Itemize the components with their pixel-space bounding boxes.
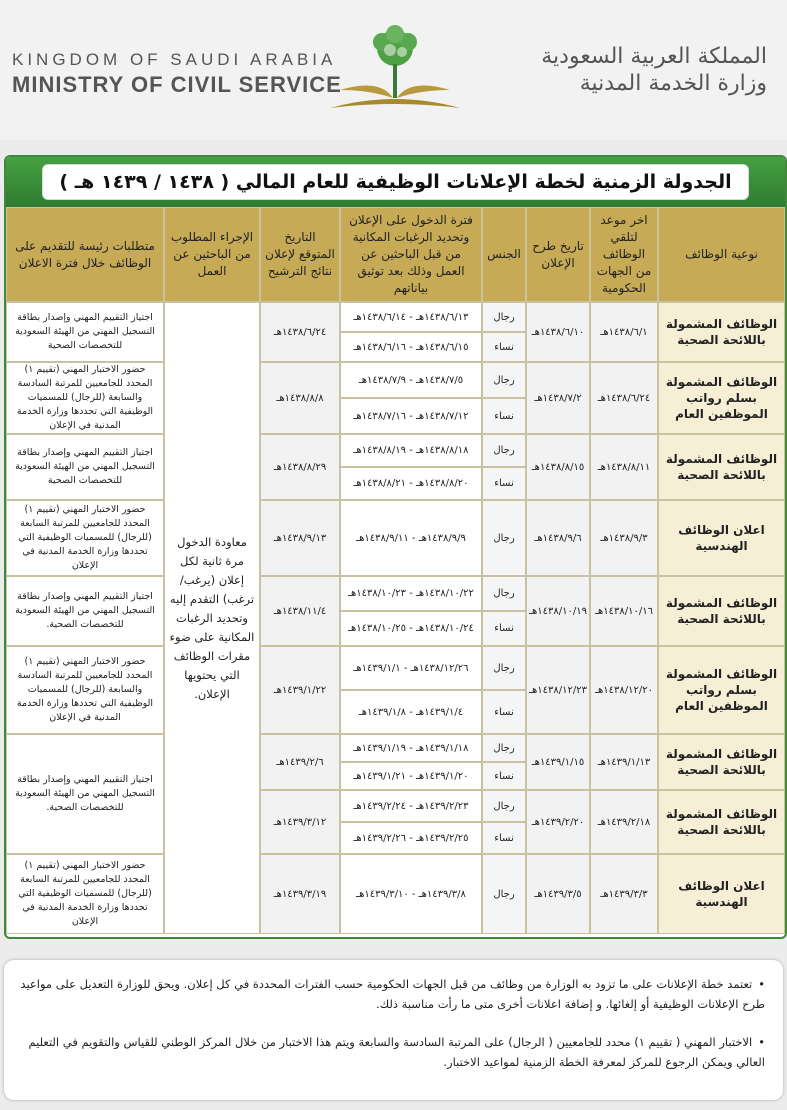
entry-period-cell: ١٤٣٩/١/٤هـ - ١٤٣٩/١/٨هـ <box>340 690 482 734</box>
gender-cell: رجال <box>482 362 526 398</box>
job-type-cell: اعلان الوظائف الهندسية <box>658 500 785 576</box>
announce-date-cell: ١٤٣٩/٣/٥هـ <box>526 854 590 934</box>
entry-period-cell: ١٤٣٨/٧/٥هـ - ١٤٣٨/٧/٩هـ <box>340 362 482 398</box>
bullet-icon: • <box>758 1035 765 1049</box>
entry-period-cell: ١٤٣٨/٩/٩هـ - ١٤٣٨/٩/١١هـ <box>340 500 482 576</box>
arabic-title-line1: المملكة العربية السعودية <box>541 44 767 69</box>
announce-date-cell: ١٤٣٨/٧/٢هـ <box>526 362 590 434</box>
header-last-receive: اخر موعد لتلقي الوظائف من الجهات الحكومية <box>590 207 658 302</box>
last-receive-cell: ١٤٣٨/١٠/١٦هـ <box>590 576 658 646</box>
results-date-cell: ١٤٣٨/٨/٨هـ <box>260 362 340 434</box>
notes-box <box>4 960 783 1100</box>
english-title-line2: MINISTRY OF CIVIL SERVICE <box>12 72 342 97</box>
job-type-cell: الوظائف المشمولة بسلم رواتب الموظفين العام <box>658 362 785 434</box>
job-type-cell: الوظائف المشمولة بسلم رواتب الموظفين العام <box>658 646 785 734</box>
announce-date-cell: ١٤٣٨/١٠/١٩هـ <box>526 576 590 646</box>
announce-date-cell: ١٤٣٨/٩/٦هـ <box>526 500 590 576</box>
results-date-cell: ١٤٣٨/٦/٢٤هـ <box>260 302 340 362</box>
gender-cell: رجال <box>482 434 526 467</box>
announce-date-cell: ١٤٣٩/٢/٢٠هـ <box>526 790 590 854</box>
entry-period-cell: ١٤٣٩/٢/٢٣هـ - ١٤٣٩/٢/٢٤هـ <box>340 790 482 822</box>
note-item-2 <box>20 1032 765 1072</box>
results-date-cell: ١٤٣٩/٣/١٩هـ <box>260 854 340 934</box>
entry-period-cell: ١٤٣٨/٦/١٥هـ - ١٤٣٨/٦/١٦هـ <box>340 332 482 362</box>
schedule-table <box>6 207 785 935</box>
note-text-2: الاختبار المهني ( تقييم ١) محدد للجامعيين ( الرجال) على المرتبة السادسة والسابعة ويتم هذا الاختبار من خلال المركز الوطني للقياس والتقويم في التعليم العالي ويمكن الرجوع للمركز لمعرفة الخطة الزمنية لمواعيد الاختبار. <box>28 1035 765 1069</box>
entry-period-cell: ١٤٣٨/٧/١٢هـ - ١٤٣٨/٧/١٦هـ <box>340 398 482 434</box>
requirement-cell: اجتياز التقييم المهني وإصدار بطاقة التسجيل المهني من الهيئة السعودية للتخصصات الصحية <box>6 434 164 500</box>
job-type-cell: الوظائف المشمولة باللائحة الصحية <box>658 790 785 854</box>
gender-cell: نساء <box>482 690 526 734</box>
requirement-cell: حضور الاختبار المهني (تقييم ١) المحدد للجامعيين للمرتبة السابعة (للرجال) للمسميات الوظيفية التي تحددها وزارة الخدمة المدنية في الإعلان <box>6 854 164 934</box>
job-type-cell: اعلان الوظائف الهندسية <box>658 854 785 934</box>
gender-cell: نساء <box>482 762 526 790</box>
announce-date-cell: ١٤٣٨/٦/١٠هـ <box>526 302 590 362</box>
job-type-cell: الوظائف المشمولة باللائحة الصحية <box>658 302 785 362</box>
gender-cell: رجال <box>482 790 526 822</box>
last-receive-cell: ١٤٣٩/٢/١٨هـ <box>590 790 658 854</box>
header-job-type: نوعية الوظائف <box>658 207 785 302</box>
gender-cell: نساء <box>482 398 526 434</box>
last-receive-cell: ١٤٣٨/٦/١هـ <box>590 302 658 362</box>
gender-cell: رجال <box>482 302 526 332</box>
last-receive-cell: ١٤٣٨/٩/٣هـ <box>590 500 658 576</box>
announce-date-cell: ١٤٣٨/١٢/٢٣هـ <box>526 646 590 734</box>
english-title <box>12 50 342 98</box>
entry-period-cell: ١٤٣٨/٨/١٨هـ - ١٤٣٨/٨/١٩هـ <box>340 434 482 467</box>
results-date-cell: ١٤٣٨/٩/١٣هـ <box>260 500 340 576</box>
requirement-cell: اجتياز التقييم المهني وإصدار بطاقة التسجيل المهني من الهيئة السعودية للتخصصات الصحية. <box>6 576 164 646</box>
gender-cell: رجال <box>482 734 526 762</box>
job-type-cell: الوظائف المشمولة باللائحة الصحية <box>658 434 785 500</box>
requirement-cell: اجتياز التقييم المهني وإصدار بطاقة التسجيل المهني من الهيئة السعودية للتخصصات الصحية <box>6 302 164 362</box>
results-date-cell: ١٤٣٩/١/٢٢هـ <box>260 646 340 734</box>
arabic-title <box>541 44 767 96</box>
schedule-panel <box>4 155 787 939</box>
gender-cell: نساء <box>482 467 526 500</box>
note-item-1 <box>20 974 765 1014</box>
last-receive-cell: ١٤٣٩/١/١٣هـ <box>590 734 658 790</box>
gender-cell: رجال <box>482 854 526 934</box>
gender-cell: رجال <box>482 500 526 576</box>
gender-cell: رجال <box>482 646 526 690</box>
entry-period-cell: ١٤٣٨/٦/١٣هـ - ١٤٣٨/٦/١٤هـ <box>340 302 482 332</box>
results-date-cell: ١٤٣٩/٢/٦هـ <box>260 734 340 790</box>
schedule-banner <box>6 157 785 207</box>
job-type-cell: الوظائف المشمولة باللائحة الصحية <box>658 734 785 790</box>
action-cell: معاودة الدخول مرة ثانية لكل إعلان (يرغب/ ترغب) التقدم إليه وتحديد الرغبات المكانية على ضوء مقرات الوظائف التي يحتويها الإعلان. <box>164 302 260 934</box>
last-receive-cell: ١٤٣٨/٦/٢٤هـ <box>590 362 658 434</box>
entry-period-cell: ١٤٣٩/١/١٨هـ - ١٤٣٩/١/١٩هـ <box>340 734 482 762</box>
header-announce-date: تاريخ طرح الإعلان <box>526 207 590 302</box>
entry-period-cell: ١٤٣٩/١/٢٠هـ - ١٤٣٩/١/٢١هـ <box>340 762 482 790</box>
requirement-cell: حضور الاختبار المهني (تقييم ١) المحدد للجامعيين للمرتبة السادسة والسابعة (للرجال) للمسميات الوظيفية التي تحددها وزارة الخدمة المدنية في الإعلان <box>6 646 164 734</box>
entry-period-cell: ١٤٣٨/١٢/٢٦هـ - ١٤٣٩/١/١هـ <box>340 646 482 690</box>
job-type-cell: الوظائف المشمولة باللائحة الصحية <box>658 576 785 646</box>
last-receive-cell: ١٤٣٨/٨/١١هـ <box>590 434 658 500</box>
gender-cell: نساء <box>482 822 526 854</box>
last-receive-cell: ١٤٣٨/١٢/٢٠هـ <box>590 646 658 734</box>
announce-date-cell: ١٤٣٩/١/١٥هـ <box>526 734 590 790</box>
entry-period-cell: ١٤٣٩/٣/٨هـ - ١٤٣٩/٣/١٠هـ <box>340 854 482 934</box>
page-header <box>0 0 787 140</box>
header-entry-period: فترة الدخول على الإعلان وتحديد الرغبات المكانية من قبل الباحثين عن العمل وذلك بعد توثيق بياناتهم <box>340 207 482 302</box>
entry-period-cell: ١٤٣٨/٨/٢٠هـ - ١٤٣٨/٨/٢١هـ <box>340 467 482 500</box>
header-gender: الجنس <box>482 207 526 302</box>
arabic-title-line2: وزارة الخدمة المدنية <box>579 71 767 96</box>
schedule-title: الجدولة الزمنية لخطة الإعلانات الوظيفية للعام المالي ( ١٤٣٨ / ١٤٣٩ هـ ) <box>42 164 748 200</box>
requirement-cell: اجتياز التقييم المهني وإصدار بطاقة التسجيل المهني من الهيئة السعودية للتخصصات الصحية. <box>6 734 164 854</box>
english-title-line1: KINGDOM OF SAUDI ARABIA <box>12 50 337 69</box>
results-date-cell: ١٤٣٨/١١/٤هـ <box>260 576 340 646</box>
entry-period-cell: ١٤٣٨/١٠/٢٤هـ - ١٤٣٨/١٠/٢٥هـ <box>340 611 482 646</box>
results-date-cell: ١٤٣٩/٣/١٢هـ <box>260 790 340 854</box>
header-results-date: التاريخ المتوقع لإعلان نتائج الترشيح <box>260 207 340 302</box>
header-action: الإجراء المطلوب من الباحثين عن العمل <box>164 207 260 302</box>
ministry-logo-icon <box>320 20 470 125</box>
requirement-cell: حضور الاختبار المهني (تقييم ١) المحدد للجامعيين للمرتبة السابعة (للرجال) للمسميات الوظيفية التي تحددها وزارة الخدمة المدنية في الإعلان <box>6 500 164 576</box>
gender-cell: رجال <box>482 576 526 611</box>
results-date-cell: ١٤٣٨/٨/٢٩هـ <box>260 434 340 500</box>
note-text-1: تعتمد خطة الإعلانات على ما تزود به الوزارة من وظائف من قبل الجهات الحكومية حسب الفترات المحددة في كل إعلان. ويحق للوزارة التعديل على مواعيد طرح الإعلانات الوظيفية أو إلغائها. و إضافة اعلانات أخرى متى ما رأت مناسبة ذلك. <box>20 977 765 1011</box>
gender-cell: نساء <box>482 611 526 646</box>
announce-date-cell: ١٤٣٨/٨/١٥هـ <box>526 434 590 500</box>
bullet-icon: • <box>758 977 765 991</box>
header-requirements: متطلبات رئيسة للتقديم على الوظائف خلال فترة الاعلان <box>6 207 164 302</box>
entry-period-cell: ١٤٣٩/٢/٢٥هـ - ١٤٣٩/٢/٢٦هـ <box>340 822 482 854</box>
gender-cell: نساء <box>482 332 526 362</box>
entry-period-cell: ١٤٣٨/١٠/٢٢هـ - ١٤٣٨/١٠/٢٣هـ <box>340 576 482 611</box>
last-receive-cell: ١٤٣٩/٣/٣هـ <box>590 854 658 934</box>
requirement-cell: حضور الاختبار المهني (تقييم ١) المحدد للجامعيين للمرتبة السادسة والسابعة (للرجال) للمسميات الوظيفية التي تحددها وزارة الخدمة المدنية في الإعلان <box>6 362 164 434</box>
